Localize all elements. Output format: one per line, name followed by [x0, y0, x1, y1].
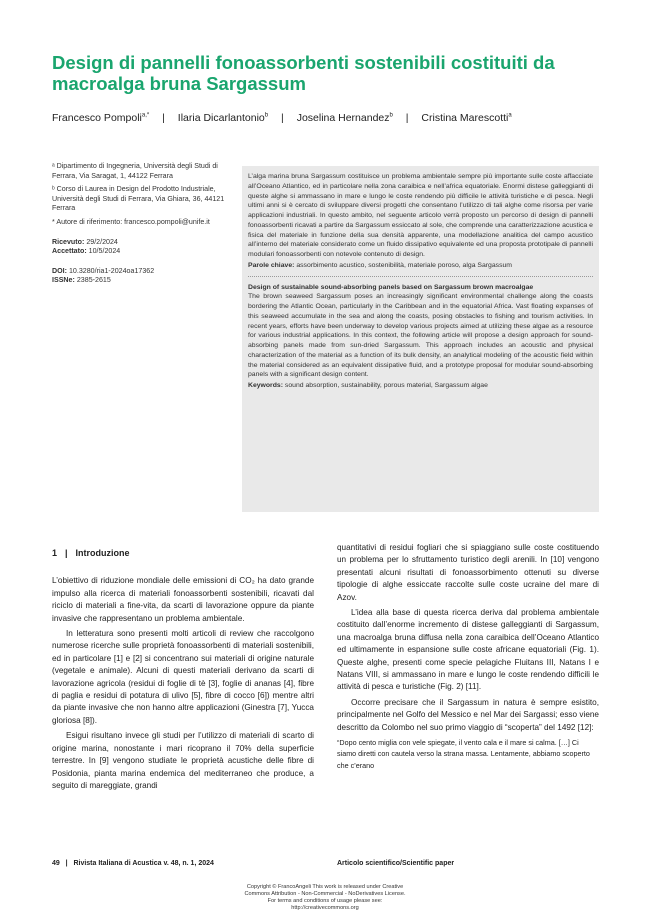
doi: DOI: 10.3280/ria1-2024oa17362 ISSNe: 2385-2615 — [52, 266, 155, 285]
body-column-left — [52, 547, 314, 795]
keywords-english: Keywords: sound absorption, sustainability, porous material, Sargassum algae — [248, 382, 488, 389]
author-separator: | — [281, 112, 284, 124]
author: Cristina Marescotti$^a$ — [421, 112, 512, 124]
footer-journal: 49 | Rivista Italiana di Acustica v. 48, n. 1, 2024 — [52, 860, 214, 867]
received-date: Ricevuto: 29/2/2024 Accettato: 10/5/2024 — [52, 237, 121, 256]
author: Ilaria Dicarlantonio$^b$ — [177, 112, 269, 124]
abstract-english: The brown seaweed Sargassum poses an increasingly significant environmental challenge along the coasts bordering the Atlantic Ocean, particularly in the Caribbean and in the equatorial Africa. Vast floating expanses of this seaweed accumulate in the sea and along the coasts, posing obstacles to fishing and tourism activities. In recent years, efforts have been underway to develop various projects aimed at utilizing these algae as a resource for various industrial applications. In this context, the following article will propose a design approach for sound-absorbing panels made from sun-dried Sargassum. This approach includes an acoustic and physical characterization of the material as a function of its bulk density, an analytical modeling of the acoustic field within the material considered as an equivalent dissipative fluid, and a prototype proposal for modular sound-absorbing panels with a significant design content. — [248, 293, 593, 379]
paragraph: In letteratura sono presenti molti articoli di review che raccolgono numerose ricerche sulle proprietà fonoassorbenti di materiali sostenibili, ed in particolare [1] e [2] si concentrano sui materiali di origine naturale (vegetale e animale). Alcuni di questi materiali derivano da scarti di lavorazione agricola (residui di foglie di tè [3], foglie di ananas [4], fibre di paglia e residui di potatura di ulivo [5], fibre di cocco [6]) mentre altri da piante invasive che non hanno altre applicazioni (Ginestra [7], Yucca gloriosa [8]). — [52, 629, 314, 725]
paragraph: Esigui risultano invece gli studi per l’utilizzo di materiali di scarto di origine marina, nonostante i mari ricoprano il 70% della superficie terrestre. In [9] vengono studiate le proprietà acustiche delle fibre di Posidonia, pianta marina endemica del mediterraneo che produce, a seguito di mareggiate, grandi — [52, 731, 314, 790]
affiliation-a: ᵃ Dipartimento di Ingegneria, Università degli Studi di Ferrara, Via Saragat, 1, 44122 Ferrara — [52, 162, 218, 180]
paragraph: Occorre precisare che il Sargassum in natura è sempre esistito, principalmente nel Golfo del Messico e nel Mar dei Sargassi; esso viene descritto da Colombo nel suo primo viaggio di “scoperta” del 1492 [12]: — [337, 697, 599, 732]
body-column-right — [337, 542, 599, 774]
author-separator: | — [162, 112, 165, 124]
paragraph: quantitativi di residui fogliari che si spiaggiano sulle coste costituendo un problema per lo sfruttamento turistico degli arenili. In [10] vengono presentati alcuni risultati di fonoassorbimento ottenuti su diverse tipologie di alghe essiccate raccolte sulle coste ucraine del mare di Azov. — [337, 543, 599, 602]
abstract-box — [242, 166, 599, 512]
footer-article-type: Articolo scientifico/Scientific paper — [337, 860, 455, 867]
license-link[interactable]: http://creativecommons.org — [291, 905, 359, 911]
abstract-italian: L’alga marina bruna Sargassum costituisce un problema ambientale sempre più importante sulle coste affacciate all’Oceano Atlantico, ed in particolare nella zona caraibica e nell’africa equatoriale. Enormi distese galleggianti di queste alghe si ammassano in mare e lungo le coste rendendo più difficile le attività turistiche e di pesca. Negli ultimi anni si è cercato di sviluppare diversi progetti che consentano l’utilizzo di tali alghe come risorsa per varie applicazioni industriali. In questo ambito, nel seguente articolo verrà proposto un percorso di design di pannelli fonoassorbenti ricavati a partire da Sargassum essiccato al sole, che comprende una caratterizzazione acustica e fisica del materiale in funzione della sua densità apparente, una modellazione analitica del campo acustico all’interno del materiale considerato come un fluido dissipativo equivalente ed una proposta prototipale di pannelli modulari fonoassorbenti con notevole contenuto di design. — [248, 173, 593, 258]
keywords-italian: Parole chiave: assorbimento acustico, sostenibilità, materiale poroso, alga Sargassum — [248, 261, 513, 269]
author-list — [52, 112, 622, 124]
author: Francesco Pompoli$^{a,*}$ — [52, 112, 150, 124]
author-separator: | — [405, 112, 409, 124]
quote: “Dopo cento miglia con vele spiegate, il vento cala e il mare si calma. […] Ci siamo diretti con cautela verso la strana massa. Lentamente, abbiamo scoperto che c’erano — [337, 738, 590, 770]
paragraph: L’obiettivo di riduzione mondiale delle emissioni di CO₂ ha dato grande impulso alla ricerca di materiali fonoassorbenti sostenibili, ricavati dal riciclo di materiali a fine-vita, da scarti di lavorazione oppure da piante invasive che rappresentano un problema ambientale. — [52, 576, 314, 623]
abstract-divider — [248, 276, 593, 277]
english-title: Design of sustainable sound-absorbing panels based on Sargassum brown macroalgae — [248, 283, 534, 291]
article-metadata — [52, 162, 237, 290]
corresponding-author: * Autore di riferimento: francesco.pompoli@unife.it — [52, 217, 210, 226]
author: Joselina Hernandez$^b$ — [296, 112, 393, 124]
paper-title: Design di pannelli fonoassorbenti sostenibili costituiti da macroalga bruna Sargassum — [52, 52, 555, 94]
paragraph: L’idea alla base di questa ricerca deriva dal problema ambientale costituito dall’enorme incremento di distese galleggianti di Sargassum, una macroalga bruna diffusa nella zona caraibica dell’Oceano Atlantico ed ultimamente in espansione sulle coste africane equatoriali (Fig. 1). Queste alghe, presenti come specie pelagiche Fluitans III, Natans I e Natans VIII, si ammassano in mare e lungo le coste rendendo difficili le attività di pesca e turistiche (Fig. 2) [11]. — [337, 608, 599, 692]
copyright-notice: Copyright © FrancoAngeli This work is released under Creative Commons Attribution - Non-Commercial - NoDerivatives License. For terms and conditions of usage please see: http://creativecommons.org — [200, 884, 450, 912]
affiliation-b: ᵇ Corso di Laurea in Design del Prodotto Industriale, Università degli Studi di Ferrara, Via Ghiara, 36, 44121 Ferrara — [52, 185, 225, 213]
section-heading: 1 | Introduzione — [52, 548, 130, 558]
